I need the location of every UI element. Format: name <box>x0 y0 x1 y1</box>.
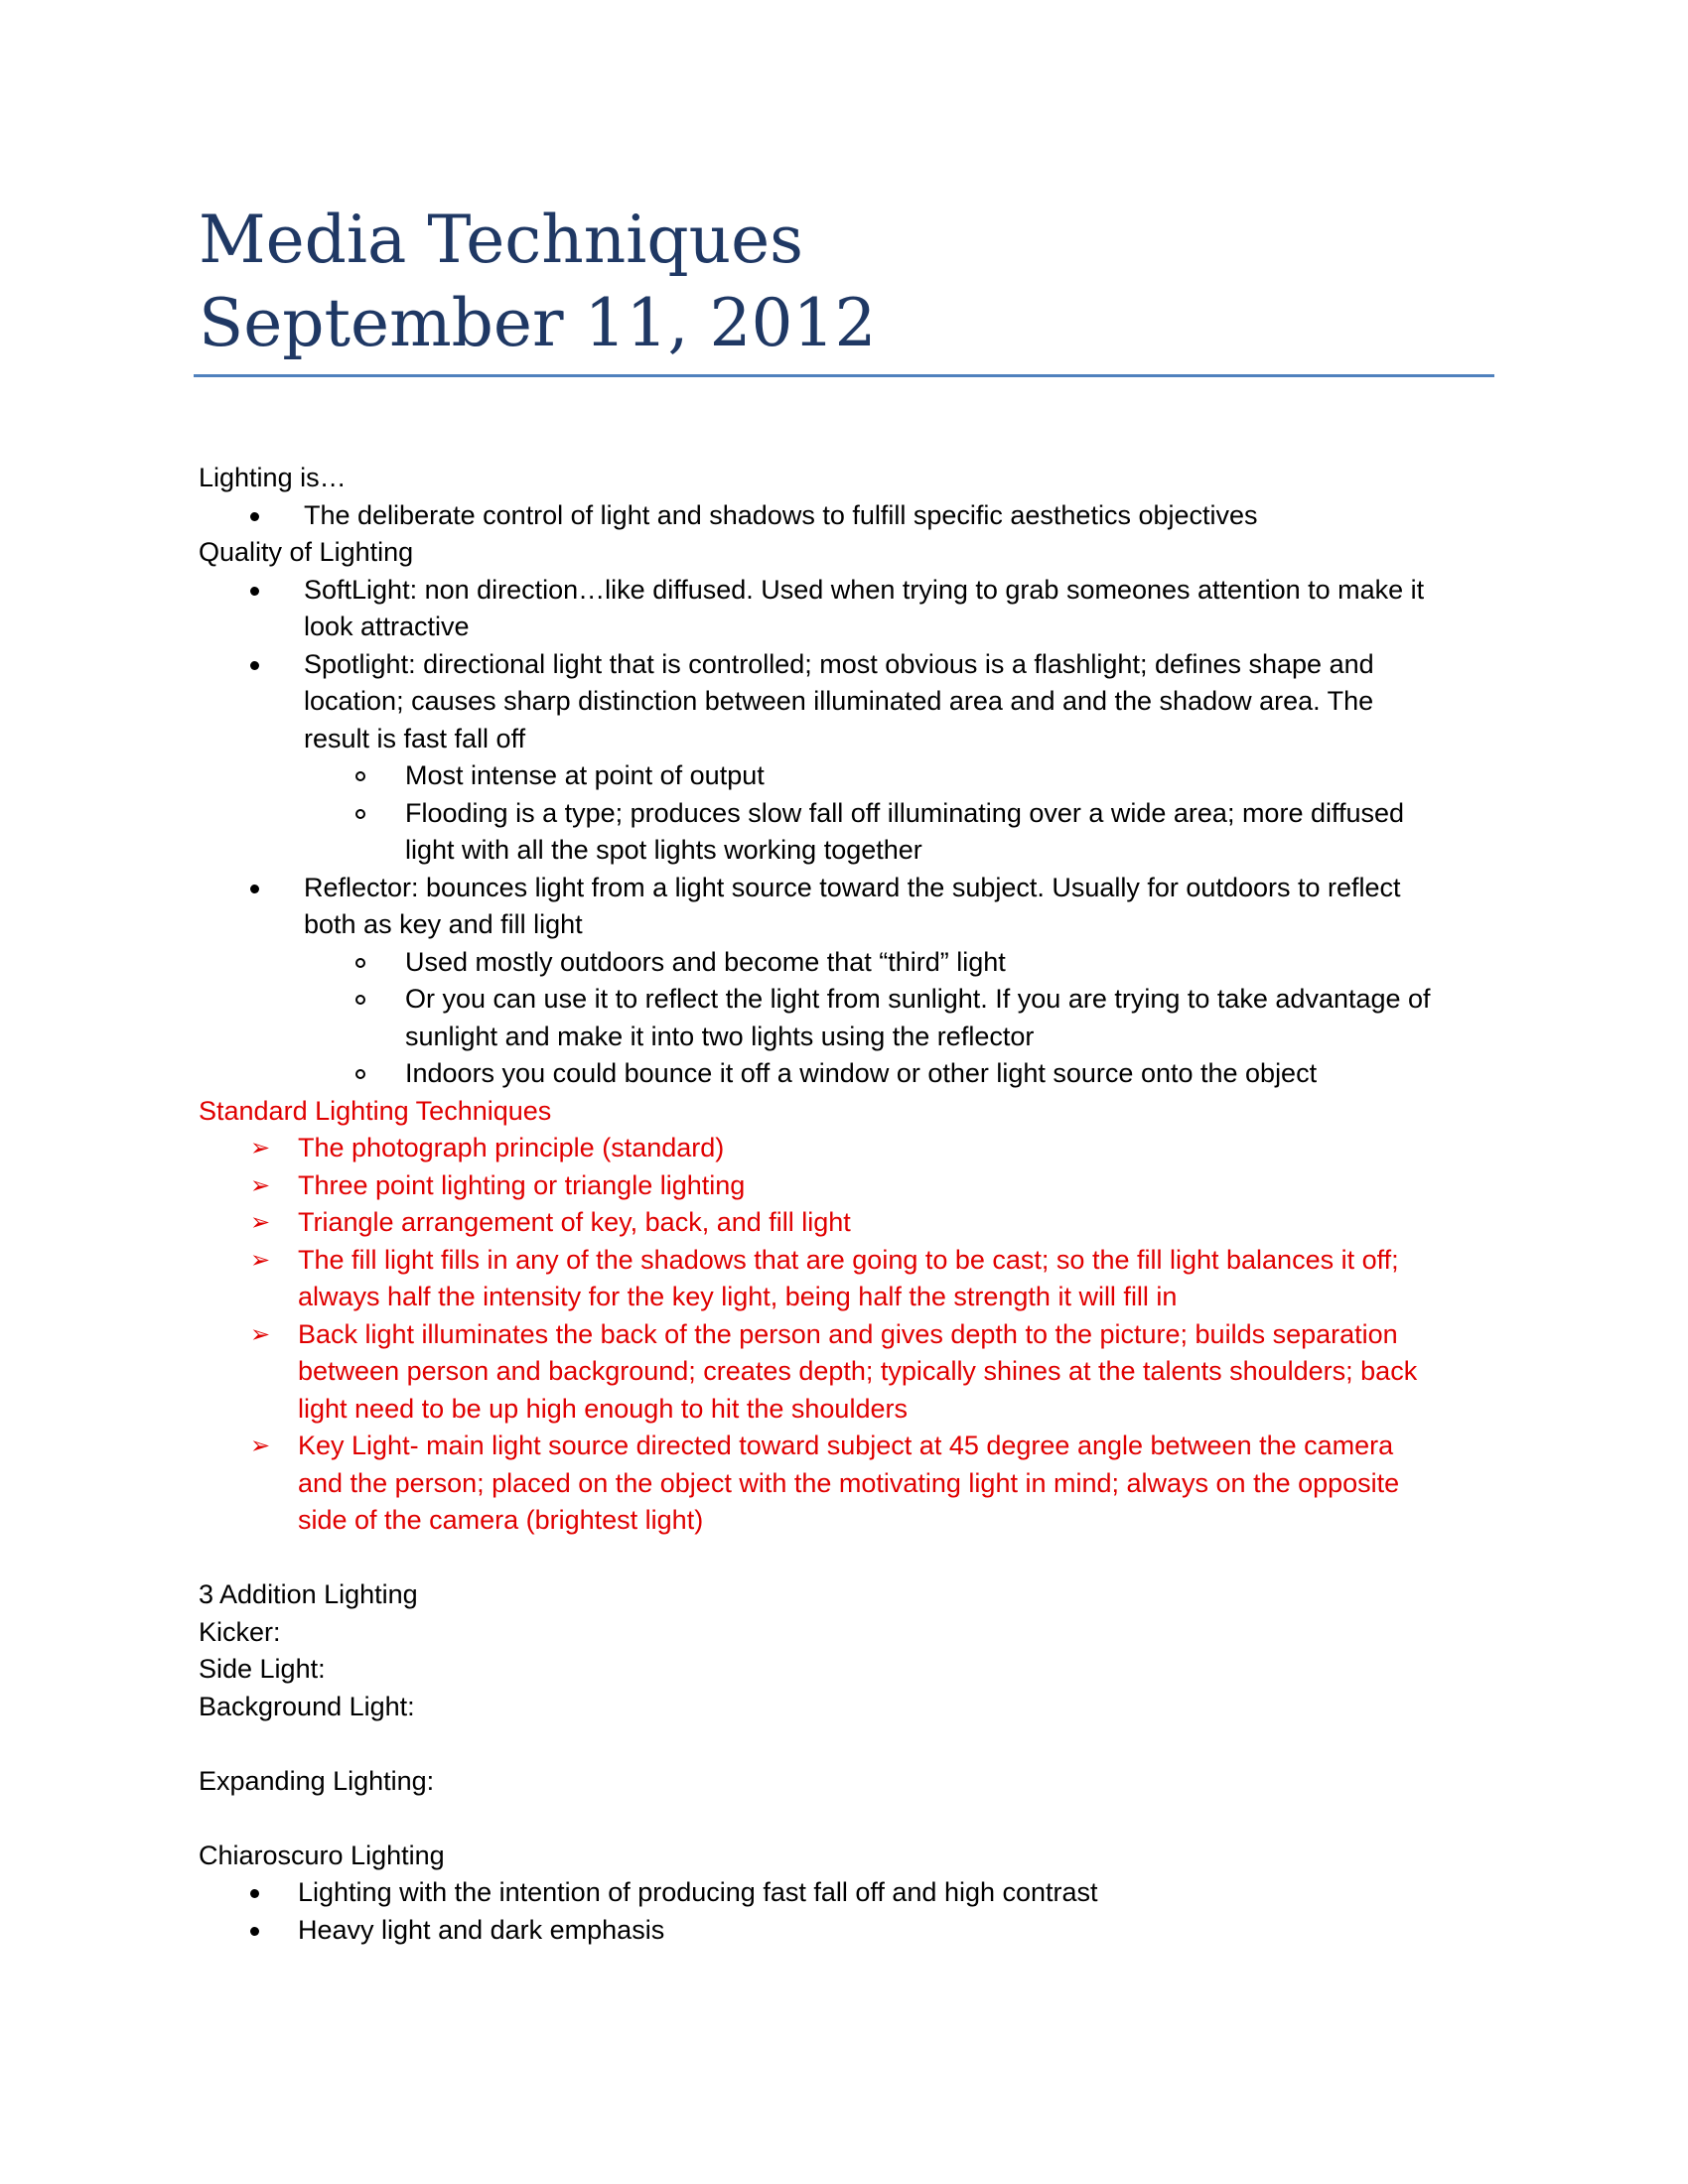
list-item-text: between person and background; creates depth; typically shines at the talents shoulders; back <box>298 1356 1418 1386</box>
list-item-text: sunlight and make it into two lights using the reflector <box>405 1021 1035 1051</box>
list-item-text: Most intense at point of output <box>405 760 765 790</box>
heading-lighting-is: Lighting is… <box>199 463 347 492</box>
document-body <box>199 460 1499 1949</box>
list-item-text: Indoors you could bounce it off a window or other light source onto the object <box>405 1058 1318 1088</box>
list-item-text: The fill light fills in any of the shadows that are going to be cast; so the fill light balances it off; <box>298 1244 1399 1275</box>
bullet-circle-icon <box>355 1069 365 1079</box>
arrow-bullet-icon: ➢ <box>250 1171 271 1199</box>
bullet-dot-icon <box>250 661 259 670</box>
sub-list-item <box>199 981 1499 1055</box>
arrow-list-item <box>199 1204 1499 1242</box>
list-item <box>199 1874 1499 1912</box>
arrow-bullet-icon: ➢ <box>250 1320 271 1348</box>
document-title <box>199 199 1489 365</box>
bullet-circle-icon <box>355 771 365 781</box>
arrow-bullet-icon: ➢ <box>250 1135 271 1161</box>
list-item-text: look attractive <box>304 612 470 641</box>
title-line-2: September 11, 2012 <box>199 285 877 361</box>
bullet-dot-icon <box>250 1927 259 1936</box>
bullet-circle-icon <box>355 809 365 819</box>
list-item <box>199 497 1499 535</box>
list-item-text: Used mostly outdoors and become that “third” light <box>405 946 1006 977</box>
list-item-text: and the person; placed on the object with the motivating light in mind; always on the opposite <box>298 1467 1400 1498</box>
list-item-text: Spotlight: directional light that is controlled; most obvious is a flashlight; defines shape and <box>304 648 1374 679</box>
sub-list-item <box>199 944 1499 982</box>
list-item-text: Reflector: bounces light from a light source toward the subject. Usually for outdoors to reflect <box>304 872 1401 902</box>
list-item-text: location; causes sharp distinction between illuminated area and and the shadow area. The <box>304 686 1374 716</box>
list-item-spotlight <box>199 646 1499 758</box>
list-item-text: light with all the spot lights working together <box>405 835 922 865</box>
heading-expanding-lighting: Expanding Lighting: <box>199 1765 435 1796</box>
spacer <box>199 1540 1499 1577</box>
label-background-light: Background Light: <box>199 1691 415 1721</box>
list-item-text: Or you can use it to reflect the light from sunlight. If you are trying to take advantage of <box>405 984 1431 1014</box>
spacer <box>199 1725 1499 1763</box>
sub-list-item <box>199 1055 1499 1093</box>
arrow-list-item <box>199 1242 1499 1316</box>
arrow-list-item <box>199 1316 1499 1429</box>
list-item-text: Triangle arrangement of key, back, and fill light <box>298 1207 851 1237</box>
list-item-reflector <box>199 870 1499 944</box>
bullet-dot-icon <box>250 885 259 893</box>
arrow-list-item <box>199 1428 1499 1540</box>
list-item-text: light need to be up high enough to hit the shoulders <box>298 1393 908 1424</box>
list-item-softlight <box>199 572 1499 646</box>
list-item-text: both as key and fill light <box>304 909 583 939</box>
heading-chiaroscuro: Chiaroscuro Lighting <box>199 1840 445 1870</box>
heading-quality-of-lighting: Quality of Lighting <box>199 537 414 567</box>
arrow-bullet-icon: ➢ <box>250 1209 271 1236</box>
list-item-text: always half the intensity for the key light, being half the strength it will fill in <box>298 1282 1178 1311</box>
list-item-text: Back light illuminates the back of the person and gives depth to the picture; builds separation <box>298 1318 1398 1349</box>
bullet-dot-icon <box>250 587 259 596</box>
spacer <box>199 1800 1499 1838</box>
bullet-dot-icon <box>250 512 259 521</box>
arrow-bullet-icon: ➢ <box>250 1246 271 1274</box>
list-item-text: The photograph principle (standard) <box>298 1133 725 1162</box>
list-item-text: Heavy light and dark emphasis <box>298 1914 665 1945</box>
label-kicker: Kicker: <box>199 1616 281 1647</box>
bullet-dot-icon <box>250 1889 259 1898</box>
arrow-list-item <box>199 1167 1499 1205</box>
bullet-circle-icon <box>355 958 365 968</box>
list-item-text: Lighting with the intention of producing fast fall off and high contrast <box>298 1877 1098 1907</box>
list-item-text: result is fast fall off <box>304 723 526 753</box>
bullet-circle-icon <box>355 995 365 1005</box>
sub-list-item <box>199 757 1499 795</box>
list-item-text: Three point lighting or triangle lighting <box>298 1169 746 1200</box>
sub-list-item <box>199 795 1499 870</box>
list-item-text: Key Light- main light source directed toward subject at 45 degree angle between the camera <box>298 1431 1394 1460</box>
heading-additional-lighting: 3 Addition Lighting <box>199 1579 418 1609</box>
arrow-list-item <box>199 1130 1499 1167</box>
list-item-text: side of the camera (brightest light) <box>298 1505 704 1535</box>
title-line-1: Media Techniques <box>199 202 804 278</box>
list-item <box>199 1912 1499 1950</box>
heading-standard-lighting: Standard Lighting Techniques <box>199 1095 552 1126</box>
list-item-text: The deliberate control of light and shadows to fulfill specific aesthetics objectives <box>304 499 1258 530</box>
arrow-bullet-icon: ➢ <box>250 1433 271 1459</box>
list-item-text: SoftLight: non direction…like diffused. Used when trying to grab someones attention to make it <box>304 574 1425 605</box>
list-item-text: Flooding is a type; produces slow fall off illuminating over a wide area; more diffused <box>405 797 1405 828</box>
title-underline <box>194 374 1494 377</box>
label-side-light: Side Light: <box>199 1654 326 1684</box>
